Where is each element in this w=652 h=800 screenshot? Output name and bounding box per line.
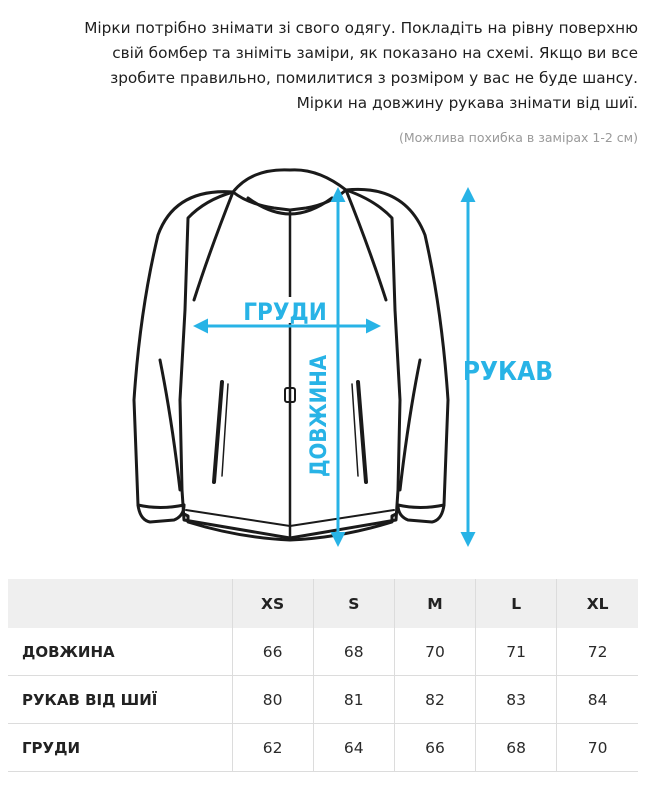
- table-cell: 84: [557, 676, 638, 724]
- length-label: ДОВЖИНА: [307, 354, 332, 478]
- chest-label: ГРУДИ: [243, 298, 327, 326]
- table-cell: 70: [557, 724, 638, 772]
- size-header-l: L: [476, 579, 557, 628]
- table-cell: 71: [476, 628, 557, 676]
- table-cell: 66: [232, 628, 313, 676]
- size-header-m: M: [394, 579, 475, 628]
- table-row: [8, 676, 638, 724]
- length-measurement: [302, 190, 338, 544]
- row-label-chest: ГРУДИ: [8, 724, 232, 772]
- table-row: [8, 628, 638, 676]
- table-cell: 62: [232, 724, 313, 772]
- size-chart-table: [8, 579, 638, 772]
- instructions-line: зробите правильно, помилитися з розміром у вас не буде шансу.: [110, 69, 638, 87]
- instructions-text: [18, 16, 638, 116]
- table-row: [8, 724, 638, 772]
- table-cell: 82: [394, 676, 475, 724]
- table-cell: 70: [394, 628, 475, 676]
- size-header-s: S: [313, 579, 394, 628]
- size-header-xs: XS: [232, 579, 313, 628]
- instructions-line: Мірки на довжину рукава знімати від шиї.: [296, 94, 638, 112]
- chest-measurement: [196, 297, 378, 326]
- sleeve-label: РУКАВ: [462, 357, 554, 387]
- table-cell: 83: [476, 676, 557, 724]
- bomber-jacket-outline: [134, 170, 448, 540]
- instructions-line: свій бомбер та зніміть заміри, як показано на схемі. Якщо ви все: [112, 44, 638, 62]
- table-cell: 80: [232, 676, 313, 724]
- table-cell: 68: [313, 628, 394, 676]
- table-cell: 72: [557, 628, 638, 676]
- table-cell: 64: [313, 724, 394, 772]
- row-label-sleeve: РУКАВ ВІД ШИЇ: [8, 676, 232, 724]
- table-cell: 68: [476, 724, 557, 772]
- header-empty-cell: [8, 579, 232, 628]
- row-label-length: ДОВЖИНА: [8, 628, 232, 676]
- instructions-line: Мірки потрібно знімати зі свого одягу. Покладіть на рівну поверхню: [84, 19, 638, 37]
- size-header-row: [8, 579, 638, 628]
- size-header-xl: XL: [557, 579, 638, 628]
- table-cell: 81: [313, 676, 394, 724]
- bomber-measurement-diagram: [0, 160, 652, 560]
- measurement-error-note: (Можлива похибка в замірах 1-2 см): [398, 130, 638, 145]
- sleeve-measurement: [463, 190, 553, 544]
- table-cell: 66: [394, 724, 475, 772]
